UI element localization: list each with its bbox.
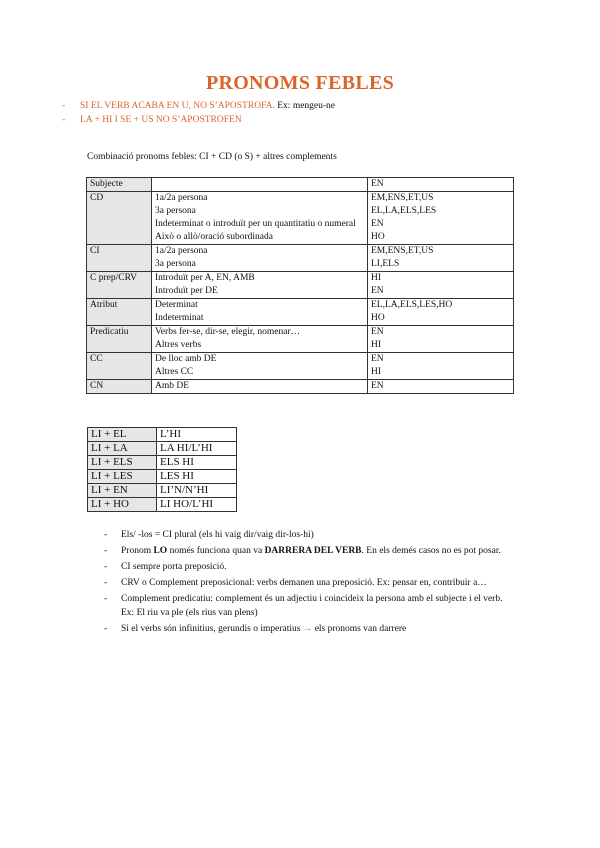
table-row: [87, 339, 514, 353]
rule-text: SI EL VERB ACABA EN U, NO S’APOSTROFA.: [80, 101, 275, 111]
table-row: [87, 192, 514, 206]
row-subject: Predicatiu: [87, 326, 152, 353]
combo-input: LI + LA: [88, 442, 157, 456]
note-item: [104, 544, 514, 558]
note-text: . En els demés casos no es pot posar.: [361, 546, 501, 556]
row-description: Introduït per A, EN, AMB: [152, 272, 368, 286]
row-pronoun: EM,ENS,ET,US: [368, 192, 514, 206]
right-arrow-icon: →: [302, 624, 313, 634]
row-pronoun: EL,LA,ELS,LES,HO: [368, 299, 514, 313]
row-description: 1a/2a persona: [152, 245, 368, 259]
list-dash: -: [104, 578, 108, 588]
rule-text: LA + HI I SE + US NO S’APOSTROFEN: [80, 115, 242, 125]
page-title: PRONOMS FEBLES: [205, 72, 395, 94]
row-pronoun: EM,ENS,ET,US: [368, 245, 514, 259]
combo-row: [88, 442, 237, 456]
note-emphasis: LO: [153, 546, 168, 556]
note-item: [104, 576, 514, 590]
note-text: els pronoms van darrere: [312, 624, 407, 634]
row-description: Indeterminat o introduït per un quantitatiu o numeral: [152, 218, 368, 231]
combo-input: LI + EN: [88, 484, 157, 498]
row-pronoun: EN: [368, 353, 514, 367]
row-pronoun: HI: [368, 366, 514, 380]
list-dash: -: [104, 546, 108, 556]
row-description: De lloc amb DE: [152, 353, 368, 367]
combo-input: LI + EL: [88, 428, 157, 442]
list-dash: -: [62, 115, 66, 125]
list-dash: -: [104, 594, 108, 604]
header-subject: Subjecte: [87, 178, 152, 192]
row-description: Altres verbs: [152, 339, 368, 353]
combo-row: [88, 484, 237, 498]
table-row: [87, 285, 514, 299]
table-row: [87, 205, 514, 218]
note-text: Pronom: [121, 546, 154, 556]
row-subject: CN: [87, 380, 152, 394]
table-header-row: [87, 178, 514, 192]
row-pronoun: HI: [368, 272, 514, 286]
notes-list: [104, 528, 514, 638]
combo-result: LI’N/N’HI: [157, 484, 237, 498]
pronoun-table: [86, 177, 514, 394]
note-item: [104, 528, 514, 542]
list-dash: -: [62, 101, 66, 111]
row-pronoun: EN: [368, 380, 514, 394]
row-pronoun: EN: [368, 218, 514, 231]
combo-result: LA HI/L’HI: [157, 442, 237, 456]
table-row: [87, 380, 514, 394]
note-text: només funciona quan va: [167, 546, 265, 556]
note-text: Complement predicatiu: complement és un adjectiu i coincideix la persona amb el subjecte i el verb. Ex: El riu va ple (els rius van plens): [121, 594, 503, 618]
row-description: 3a persona: [152, 205, 368, 218]
row-subject: CI: [87, 245, 152, 272]
combination-intro: Combinació pronoms febles: CI + CD (o S) + altres complements: [87, 152, 337, 162]
row-subject: Atribut: [87, 299, 152, 326]
header-mid: [152, 178, 368, 192]
combo-result: L’HI: [157, 428, 237, 442]
combo-result: ELS HI: [157, 456, 237, 470]
rule-item: [62, 113, 335, 127]
table-row: [87, 299, 514, 313]
row-pronoun: HO: [368, 312, 514, 326]
row-pronoun: LI,ELS: [368, 258, 514, 272]
row-pronoun: EN: [368, 326, 514, 340]
list-dash: -: [104, 530, 108, 540]
table-row: [87, 218, 514, 231]
combo-row: [88, 456, 237, 470]
note-item: [104, 592, 514, 620]
row-description: Això o allò/oració subordinada: [152, 231, 368, 245]
list-dash: -: [104, 624, 108, 634]
header-pronoun: EN: [368, 178, 514, 192]
row-pronoun: EL,LA,ELS,LES: [368, 205, 514, 218]
note-emphasis: DARRERA DEL VERB: [264, 546, 362, 556]
table-row: [87, 245, 514, 259]
table-row: [87, 272, 514, 286]
note-text: Si el verbs són infinitius, gerundis o imperatius: [121, 624, 303, 634]
row-description: Determinat: [152, 299, 368, 313]
row-description: Indeterminat: [152, 312, 368, 326]
combo-result: LI HO/L’HI: [157, 498, 237, 512]
row-pronoun: HI: [368, 339, 514, 353]
row-description: Verbs fer-se, dir-se, elegir, nomenar…: [152, 326, 368, 340]
note-text: Els/ -los = CI plural (els hi vaig dir/vaig dir-los-hi): [121, 530, 314, 540]
note-text: CI sempre porta preposició.: [121, 562, 227, 572]
combo-row: [88, 498, 237, 512]
list-dash: -: [104, 562, 108, 572]
row-pronoun: EN: [368, 285, 514, 299]
combo-input: LI + ELS: [88, 456, 157, 470]
combo-input: LI + LES: [88, 470, 157, 484]
row-subject: C prep/CRV: [87, 272, 152, 299]
table-row: [87, 326, 514, 340]
table-row: [87, 258, 514, 272]
row-subject: CC: [87, 353, 152, 380]
table-row: [87, 366, 514, 380]
row-description: 1a/2a persona: [152, 192, 368, 206]
combination-table: [87, 427, 237, 512]
rule-example: Ex: mengeu-ne: [274, 101, 336, 111]
table-row: [87, 312, 514, 326]
rule-item: [62, 99, 335, 113]
row-description: Amb DE: [152, 380, 368, 394]
note-item: [104, 560, 514, 574]
note-item: [104, 622, 514, 636]
row-subject: CD: [87, 192, 152, 245]
row-pronoun: HO: [368, 231, 514, 245]
combo-row: [88, 470, 237, 484]
row-description: 3a persona: [152, 258, 368, 272]
combo-input: LI + HO: [88, 498, 157, 512]
combo-row: [88, 428, 237, 442]
table-row: [87, 353, 514, 367]
combo-result: LES HI: [157, 470, 237, 484]
row-description: Altres CC: [152, 366, 368, 380]
table-row: [87, 231, 514, 245]
note-text: CRV o Complement preposicional: verbs demanen una preposició. Ex: pensar en, contribuir a…: [121, 578, 487, 588]
row-description: Introduït per DE: [152, 285, 368, 299]
apostrophe-rules: [62, 99, 335, 127]
